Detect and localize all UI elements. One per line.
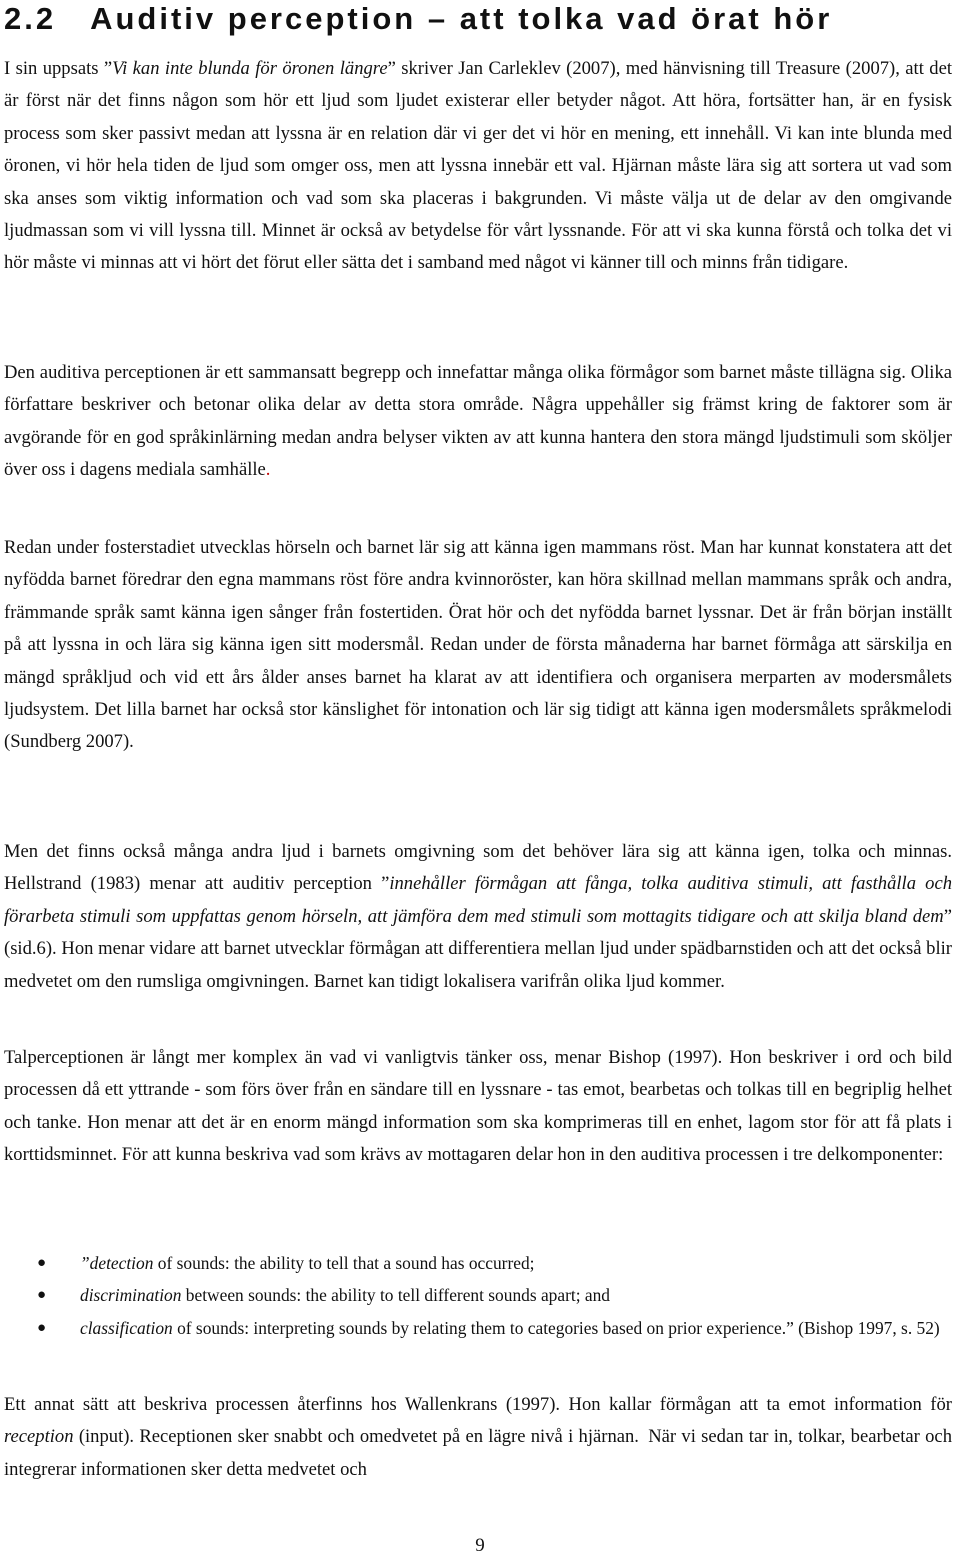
red-period: . [265, 459, 271, 481]
paragraph-text: Ett annat sätt att beskriva processen återfinns hos Wallenkrans (1997). Hon kallar förmågan att ta emot information för [4, 1394, 952, 1415]
list-term: classification [80, 1317, 173, 1338]
paragraph-text: Men det finns också många andra ljud i barnets omgivning som det behöver lära sig att känna igen, tolka och minnas. Hellstrand (1983) menar att auditiv perception ” [4, 841, 952, 895]
list-item [0, 1312, 952, 1344]
paragraph-wallenkrans [4, 1389, 952, 1486]
paragraph-text: Den auditiva perceptionen är ett sammansatt begrepp och innefattar många olika förmågor som barnet måste tillägna sig. Olika författare beskriver och betonar olika delar av detta stora område. Några uppehåller sig främst kring de faktorer som är avgörande för en god språkinlärning medan andra belyser vikten av att kunna hantera den stora mängd ljudstimuli som sköljer över oss i dagens mediala samhälle [4, 362, 952, 481]
paragraph-text: ” skriver Jan Carleklev (2007), med hänvisning till Treasure (2007), att det är först när det finns någon som hör ett ljud som ljudet existerar eller betyder något. Att höra, fortsätter han, är en fysisk process som sker passivt medan att lyssna är en relation där vi ger det vi hör en mening, ett innehåll. Vi kan inte blunda med öronen, vi hör hela tiden de ljud som omger oss, men att lyssna innebär ett val. Hjärnan måste lära sig att sortera ut vad som ska anses som viktig information och vad som ska placeras i bakgrunden. Vi måste välja ut de delar av den omgivande ljudmassan som vi vill lyssna till. Minnet är också av betydelse för vårt lyssnande. För att vi ska kunna förstå och tolka det vi hör måste vi minnas att vi hört det förut eller sätta det i samband med något vi känner till och minns från tidigare. [4, 58, 952, 274]
bullet-icon: ● [37, 1287, 47, 1304]
paragraph-text: (input). Receptionen sker snabbt och omedvetet på en lägre nivå i hjärnan. När vi sedan tar in, tolkar, bearbetar och integrerar informationen sker detta medvetet och [4, 1426, 952, 1480]
list-term: ”detection [80, 1253, 154, 1273]
bullet-list [0, 1247, 952, 1344]
list-item [0, 1279, 952, 1311]
list-term: discrimination [80, 1285, 182, 1306]
paragraph-auditiva-perceptionen [4, 357, 952, 487]
cited-title: Vi kan inte blunda för öronen längre [112, 58, 388, 79]
term-italic: reception [4, 1426, 74, 1448]
bullet-icon: ● [37, 1255, 47, 1271]
bullet-icon: ● [37, 1319, 47, 1336]
list-text: of sounds: interpreting sounds by relating them to categories based on prior experience.” (Bishop 1997, s. 52) [172, 1317, 940, 1338]
paragraph-text: ” (sid.6). Hon menar vidare att barnet utvecklar förmågan att differentiera mellan ljud under spädbarnstiden och att det också blir medvetet om den rumsliga omgivningen. Barnet kan tidigt lokalisera varifrån olika ljud kommer. [4, 905, 952, 992]
list-text: of sounds: the ability to tell that a sound has occurred; [153, 1253, 535, 1273]
page-number: 9 [475, 1535, 485, 1556]
list-text: between sounds: the ability to tell different sounds apart; and [181, 1285, 611, 1306]
section-heading: 2.2 Auditiv perception – att tolka vad örat hör [4, 1, 833, 36]
paragraph-bishop: Talperceptionen är långt mer komplex än vad vi vanligtvis tänker oss, menar Bishop (1997). Hon beskriver i ord och bild processen då ett yttrande - som förs över från en sändare till en lyssnare - tas emot, bearbetas och tolkas till en begriplig helhet och tanke. Hon menar att det är en enorm mängd information som ska komprimeras till en enhet, lagom stor för att få plats i korttidsminnet. För att kunna beskriva vad som krävs av mottagaren delar hon in den auditiva processen i tre delkomponenter: [4, 1047, 952, 1166]
paragraph-hellstrand [4, 836, 952, 998]
paragraph-fosterstadiet: Redan under fosterstadiet utvecklas hörseln och barnet lär sig att känna igen mammans röst. Man har kunnat konstatera att det nyfödda barnet föredrar den egna mammans röst före andra kvinnoröster, kan höra skillnad mellan mammans språk och andra, främmande språk samt känna igen sånger från fostertiden. Örat hör och det nyfödda barnet lyssnar. Det är från början inställt på att lyssna in och lära sig känna igen sitt modersmål. Redan under de första månaderna har barnet förmåga att särskilja en mängd språkljud och vid ett års ålder anses barnet ha klarat av att identifiera och organisera merparten av modersmålets ljudsystem. Det lilla barnet har också stor känslighet för intonation och lär sig tidigt att känna igen modersmålets språkmelodi (Sundberg 2007). [4, 537, 952, 753]
quote-italic: innehåller förmågan att fånga, tolka auditiva stimuli, att fasthålla och förarbeta stimuli som uppfattas genom hörseln, att jämföra dem med stimuli som mottagits tidigare och att skilja bland dem [4, 873, 952, 927]
list-item [0, 1247, 952, 1279]
paragraph-carleklev [4, 53, 952, 280]
paragraph-text: I sin uppsats ” [4, 58, 113, 79]
